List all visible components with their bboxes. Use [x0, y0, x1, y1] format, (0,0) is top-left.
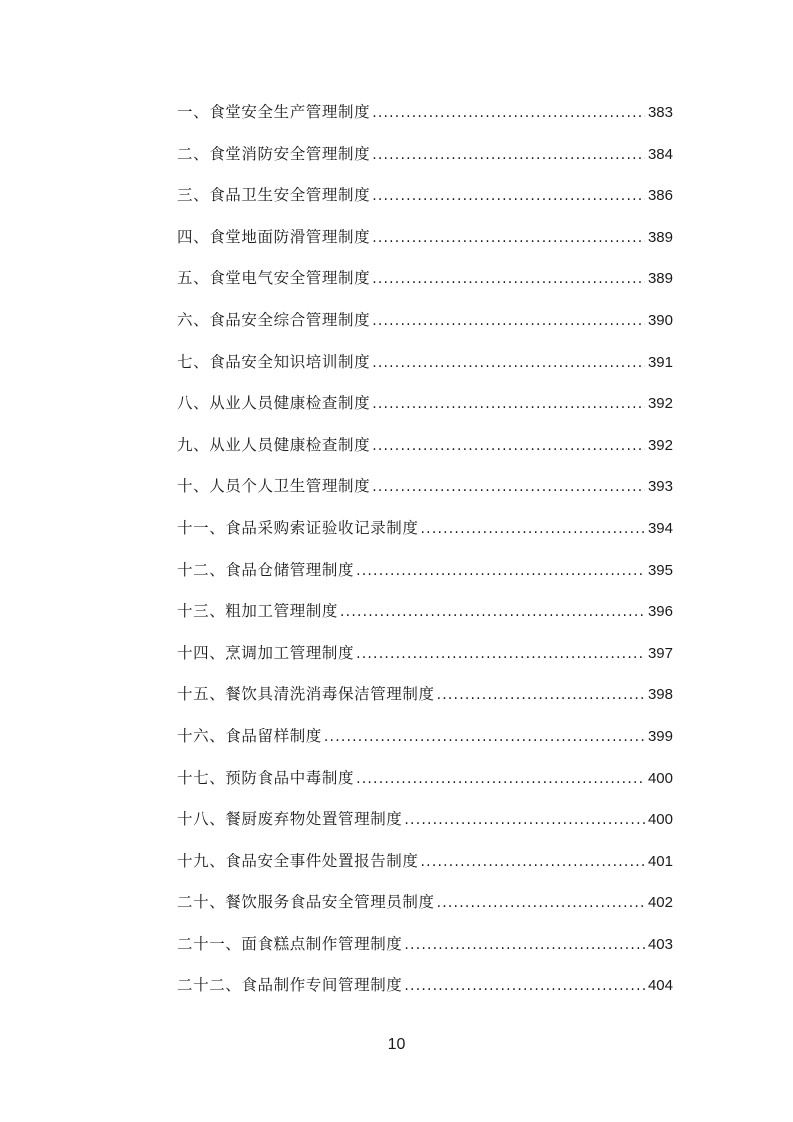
toc-entry-page[interactable]: 393	[647, 478, 673, 496]
toc-entry[interactable]	[177, 890, 673, 932]
toc-dot-leader	[372, 230, 645, 246]
toc-dot-leader	[356, 563, 645, 579]
toc-entry-title[interactable]: 十一、食品采购索证验收记录制度	[177, 518, 419, 537]
toc-dot-leader	[372, 188, 645, 204]
toc-dot-leader	[372, 271, 645, 287]
toc-dot-leader	[356, 771, 645, 787]
toc-entry[interactable]	[177, 350, 673, 392]
toc-entry-title[interactable]: 九、从业人员健康检查制度	[177, 435, 371, 454]
toc-entry-title[interactable]: 十四、烹调加工管理制度	[177, 643, 355, 662]
toc-entry-page[interactable]: 400	[647, 811, 673, 829]
toc-dot-leader	[356, 646, 645, 662]
toc-entry-title[interactable]: 十二、食品仓储管理制度	[177, 560, 355, 579]
toc-dot-leader	[372, 479, 645, 495]
toc-entry-page[interactable]: 403	[647, 935, 673, 953]
toc-entry[interactable]	[177, 807, 673, 849]
toc-entry-title[interactable]: 二十、餐饮服务食品安全管理员制度	[177, 893, 435, 912]
toc-entry[interactable]	[177, 225, 673, 267]
toc-entry-page[interactable]: 396	[647, 603, 673, 621]
toc-entry[interactable]	[177, 973, 673, 1015]
toc-dot-leader	[340, 604, 645, 620]
toc-entry[interactable]	[177, 433, 673, 475]
toc-entry-page[interactable]: 401	[647, 852, 673, 870]
toc-dot-leader	[372, 313, 645, 329]
toc-entry-page[interactable]: 384	[647, 145, 673, 163]
toc-entry[interactable]	[177, 183, 673, 225]
toc-entry[interactable]	[177, 724, 673, 766]
toc-entry[interactable]	[177, 308, 673, 350]
toc-entry-page[interactable]: 390	[647, 311, 673, 329]
toc-dot-leader	[372, 396, 645, 412]
toc-dot-leader	[437, 687, 645, 703]
toc-entry-title[interactable]: 七、食品安全知识培训制度	[177, 352, 371, 371]
toc-entry[interactable]	[177, 266, 673, 308]
page-number: 10	[387, 1036, 406, 1053]
toc-dot-leader	[421, 854, 645, 870]
toc-entry-title[interactable]: 十九、食品安全事件处置报告制度	[177, 851, 419, 870]
toc-entry-title[interactable]: 十五、餐饮具清洗消毒保洁管理制度	[177, 685, 435, 704]
toc-entry-title[interactable]: 十七、预防食品中毒制度	[177, 768, 355, 787]
toc-dot-leader	[372, 355, 645, 371]
toc-entry[interactable]	[177, 142, 673, 184]
toc-entry-page[interactable]: 399	[647, 727, 673, 745]
toc-dot-leader	[404, 812, 645, 828]
toc-entry-title[interactable]: 四、食堂地面防滑管理制度	[177, 227, 371, 246]
toc-entry-title[interactable]: 三、食品卫生安全管理制度	[177, 186, 371, 205]
toc-dot-leader	[372, 147, 645, 163]
toc-entry-page[interactable]: 389	[647, 228, 673, 246]
table-of-contents	[177, 100, 673, 1015]
toc-entry[interactable]	[177, 391, 673, 433]
toc-entry-page[interactable]: 392	[647, 395, 673, 413]
toc-dot-leader	[404, 978, 645, 994]
toc-entry-page[interactable]: 389	[647, 270, 673, 288]
toc-entry[interactable]	[177, 932, 673, 974]
toc-entry-title[interactable]: 二十一、面食糕点制作管理制度	[177, 934, 403, 953]
toc-entry[interactable]	[177, 474, 673, 516]
toc-entry-page[interactable]: 398	[647, 686, 673, 704]
toc-entry-page[interactable]: 404	[647, 977, 673, 995]
toc-entry-page[interactable]: 402	[647, 894, 673, 912]
toc-entry-page[interactable]: 391	[647, 353, 673, 371]
toc-entry[interactable]	[177, 599, 673, 641]
toc-entry-page[interactable]: 400	[647, 769, 673, 787]
toc-dot-leader	[372, 438, 645, 454]
toc-entry-title[interactable]: 六、食品安全综合管理制度	[177, 310, 371, 329]
toc-entry-page[interactable]: 383	[647, 104, 673, 121]
toc-entry-title[interactable]: 十、人员个人卫生管理制度	[177, 477, 371, 496]
toc-entry-page[interactable]: 395	[647, 561, 673, 579]
toc-entry-title[interactable]: 五、食堂电气安全管理制度	[177, 269, 371, 288]
toc-entry[interactable]	[177, 558, 673, 600]
toc-entry-title[interactable]: 十八、餐厨废弃物处置管理制度	[177, 810, 403, 829]
toc-entry[interactable]	[177, 766, 673, 808]
toc-entry[interactable]	[177, 641, 673, 683]
toc-entry-title[interactable]: 二十二、食品制作专间管理制度	[177, 976, 403, 995]
toc-dot-leader	[421, 521, 645, 537]
toc-entry[interactable]	[177, 100, 673, 142]
toc-dot-leader	[372, 105, 645, 121]
toc-entry-page[interactable]: 392	[647, 436, 673, 454]
toc-dot-leader	[404, 937, 645, 953]
toc-entry-title[interactable]: 十六、食品留样制度	[177, 726, 322, 745]
toc-entry-title[interactable]: 十三、粗加工管理制度	[177, 602, 339, 621]
toc-entry-page[interactable]: 394	[647, 519, 673, 537]
toc-entry-page[interactable]: 386	[647, 187, 673, 205]
toc-entry[interactable]	[177, 849, 673, 891]
toc-entry-page[interactable]: 397	[647, 644, 673, 662]
toc-entry-title[interactable]: 二、食堂消防安全管理制度	[177, 144, 371, 163]
toc-dot-leader	[324, 729, 645, 745]
toc-entry-title[interactable]: 八、从业人员健康检查制度	[177, 394, 371, 413]
toc-entry-title[interactable]: 一、食堂安全生产管理制度	[177, 103, 371, 121]
toc-dot-leader	[437, 895, 645, 911]
toc-entry[interactable]	[177, 682, 673, 724]
toc-entry[interactable]	[177, 516, 673, 558]
